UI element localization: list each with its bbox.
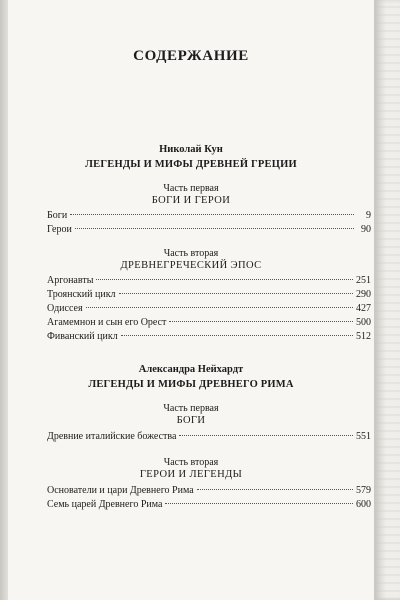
entry-title: Одиссея: [47, 303, 83, 314]
dot-leader: [179, 435, 353, 436]
dot-leader: [86, 307, 353, 308]
part-label: Часть вторая: [163, 457, 219, 468]
page-number: 251: [356, 275, 371, 286]
entry-title: Троянский цикл: [47, 289, 116, 300]
toc-entry[interactable]: [47, 485, 371, 497]
dot-leader: [96, 279, 353, 280]
page-number: 551: [356, 431, 371, 442]
work-title: ЛЕГЕНДЫ И МИФЫ ДРЕВНЕГО РИМА: [88, 379, 294, 390]
toc-entry[interactable]: [47, 431, 371, 443]
toc-entry[interactable]: [47, 289, 371, 301]
page-number: 512: [356, 331, 371, 342]
dot-leader: [197, 489, 353, 490]
entry-title: Аргонавты: [47, 275, 94, 286]
dot-leader: [169, 321, 353, 322]
part-title: БОГИ: [176, 415, 206, 426]
toc-entry[interactable]: [47, 303, 371, 315]
dot-leader: [75, 228, 354, 229]
page-number: 290: [356, 289, 371, 300]
part-title: ГЕРОИ И ЛЕГЕНДЫ: [139, 469, 243, 480]
page-number: 90: [361, 224, 371, 235]
entry-title: Основатели и цари Древнего Рима: [47, 485, 194, 496]
page-number: 579: [356, 485, 371, 496]
page-stack-edge: [374, 0, 400, 600]
toc-entry[interactable]: [47, 499, 371, 511]
entry-title: Семь царей Древнего Рима: [47, 499, 163, 510]
page-number: 600: [356, 499, 371, 510]
author-name: Николай Кун: [159, 144, 223, 155]
dot-leader: [70, 214, 354, 215]
toc-entry[interactable]: [47, 317, 371, 329]
dot-leader: [165, 503, 353, 504]
author-name: Александра Нейхардт: [138, 364, 244, 375]
part-title: БОГИ И ГЕРОИ: [151, 195, 231, 206]
work-title: ЛЕГЕНДЫ И МИФЫ ДРЕВНЕЙ ГРЕЦИИ: [85, 159, 297, 170]
part-label: Часть первая: [163, 183, 219, 194]
part-label: Часть вторая: [163, 248, 219, 259]
entry-title: Фиванский цикл: [47, 331, 118, 342]
toc-entry[interactable]: [47, 224, 371, 236]
page-number: 500: [356, 317, 371, 328]
entry-title: Боги: [47, 210, 68, 221]
part-title: ДРЕВНЕГРЕЧЕСКИЙ ЭПОС: [120, 260, 262, 271]
toc-entry[interactable]: [47, 210, 371, 222]
page-title: СОДЕРЖАНИЕ: [133, 48, 249, 64]
part-label: Часть первая: [163, 403, 219, 414]
page-number: 427: [356, 303, 371, 314]
entry-title: Герои: [47, 224, 72, 235]
page-number: 9: [366, 210, 371, 221]
toc-entry[interactable]: [47, 331, 371, 343]
toc-entry[interactable]: [47, 275, 371, 287]
dot-leader: [119, 293, 353, 294]
entry-title: Агамемнон и сын его Орест: [47, 317, 167, 328]
dot-leader: [121, 335, 353, 336]
entry-title: Древние италийские божества: [47, 431, 177, 442]
